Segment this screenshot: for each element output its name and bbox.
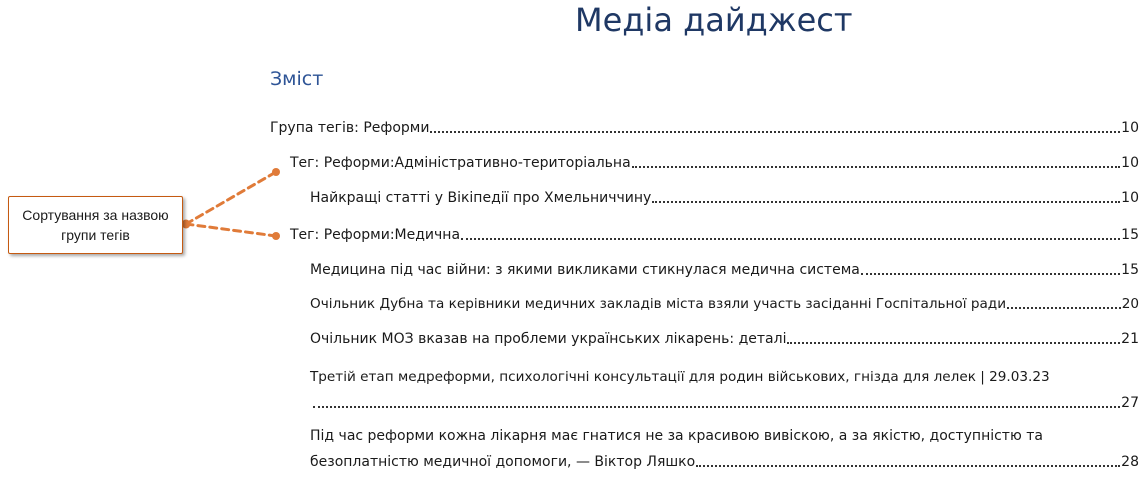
toc-heading: Зміст: [270, 68, 324, 90]
toc-entry-article[interactable]: [312, 393, 1139, 413]
toc-entry-article[interactable]: [310, 452, 1139, 472]
toc-page-number: 10: [1121, 190, 1139, 206]
toc-entry-text: Очільник Дубна та керівники медичних закладів міста взяли участь засіданні Госпітальної ради: [310, 296, 1007, 312]
toc-leader-dots: [696, 465, 1120, 467]
toc-leader-dots: [861, 273, 1120, 275]
page-title: Медіа дайджест: [575, 1, 853, 39]
toc-leader-dots: [1007, 307, 1121, 309]
toc-page-number: 15: [1121, 262, 1139, 278]
toc-entry-text: Тег: Реформи:Медична: [290, 227, 461, 243]
toc-entry-text: Медицина під час війни: з якими викликами стикнулася медична система: [310, 262, 860, 278]
toc-page-number: 15: [1121, 227, 1139, 243]
toc-page-number: 10: [1121, 120, 1139, 136]
toc-entry-text-line2: безоплатністю медичної допомоги, — Віктор Ляшко: [310, 454, 696, 470]
toc-entry-text-line1[interactable]: Третій етап медреформи, психологічні консультації для родин військових, гнізда для лелек | 29.03.23: [310, 369, 1050, 385]
toc-leader-dots: [787, 342, 1120, 344]
toc-entry-tag-medical[interactable]: [290, 225, 1139, 245]
annotation-callout: [8, 196, 183, 254]
toc-page-number: 28: [1121, 454, 1139, 470]
toc-entry-text: Тег: Реформи:Адміністративно-територіальна: [290, 155, 631, 171]
toc-entry-group-reforms[interactable]: [270, 118, 1139, 138]
toc-leader-dots: [652, 201, 1120, 203]
toc-entry-text: Найкращі статті у Вікіпедії про Хмельниччину: [310, 190, 652, 206]
toc-page-number: 20: [1121, 296, 1139, 312]
toc-entry-tag-admin-territorial[interactable]: [290, 153, 1139, 173]
toc-entry-text: Група тегів: Реформи: [270, 120, 430, 136]
toc-leader-dots: [313, 406, 1120, 408]
toc-entry-article[interactable]: [310, 294, 1139, 314]
callout-text: Сортування за назвою групи тегів: [22, 207, 169, 243]
toc-entry-article[interactable]: [310, 329, 1139, 349]
toc-entry-text: Очільник МОЗ вказав на проблеми українських лікарень: деталі: [310, 331, 787, 347]
toc-page-number: 10: [1121, 155, 1139, 171]
toc-entry-article[interactable]: [310, 188, 1139, 208]
toc-leader-dots: [632, 166, 1121, 168]
toc-page-number: 21: [1121, 331, 1139, 347]
toc-entry-article[interactable]: [310, 260, 1139, 280]
toc-entry-text-line1[interactable]: Під час реформи кожна лікарня має гнатися не за красивою вивіскою, а за якістю, доступністю та: [310, 428, 1043, 444]
toc-page-number: 27: [1121, 395, 1139, 411]
toc-leader-dots: [430, 131, 1120, 133]
toc-leader-dots: [461, 238, 1120, 240]
